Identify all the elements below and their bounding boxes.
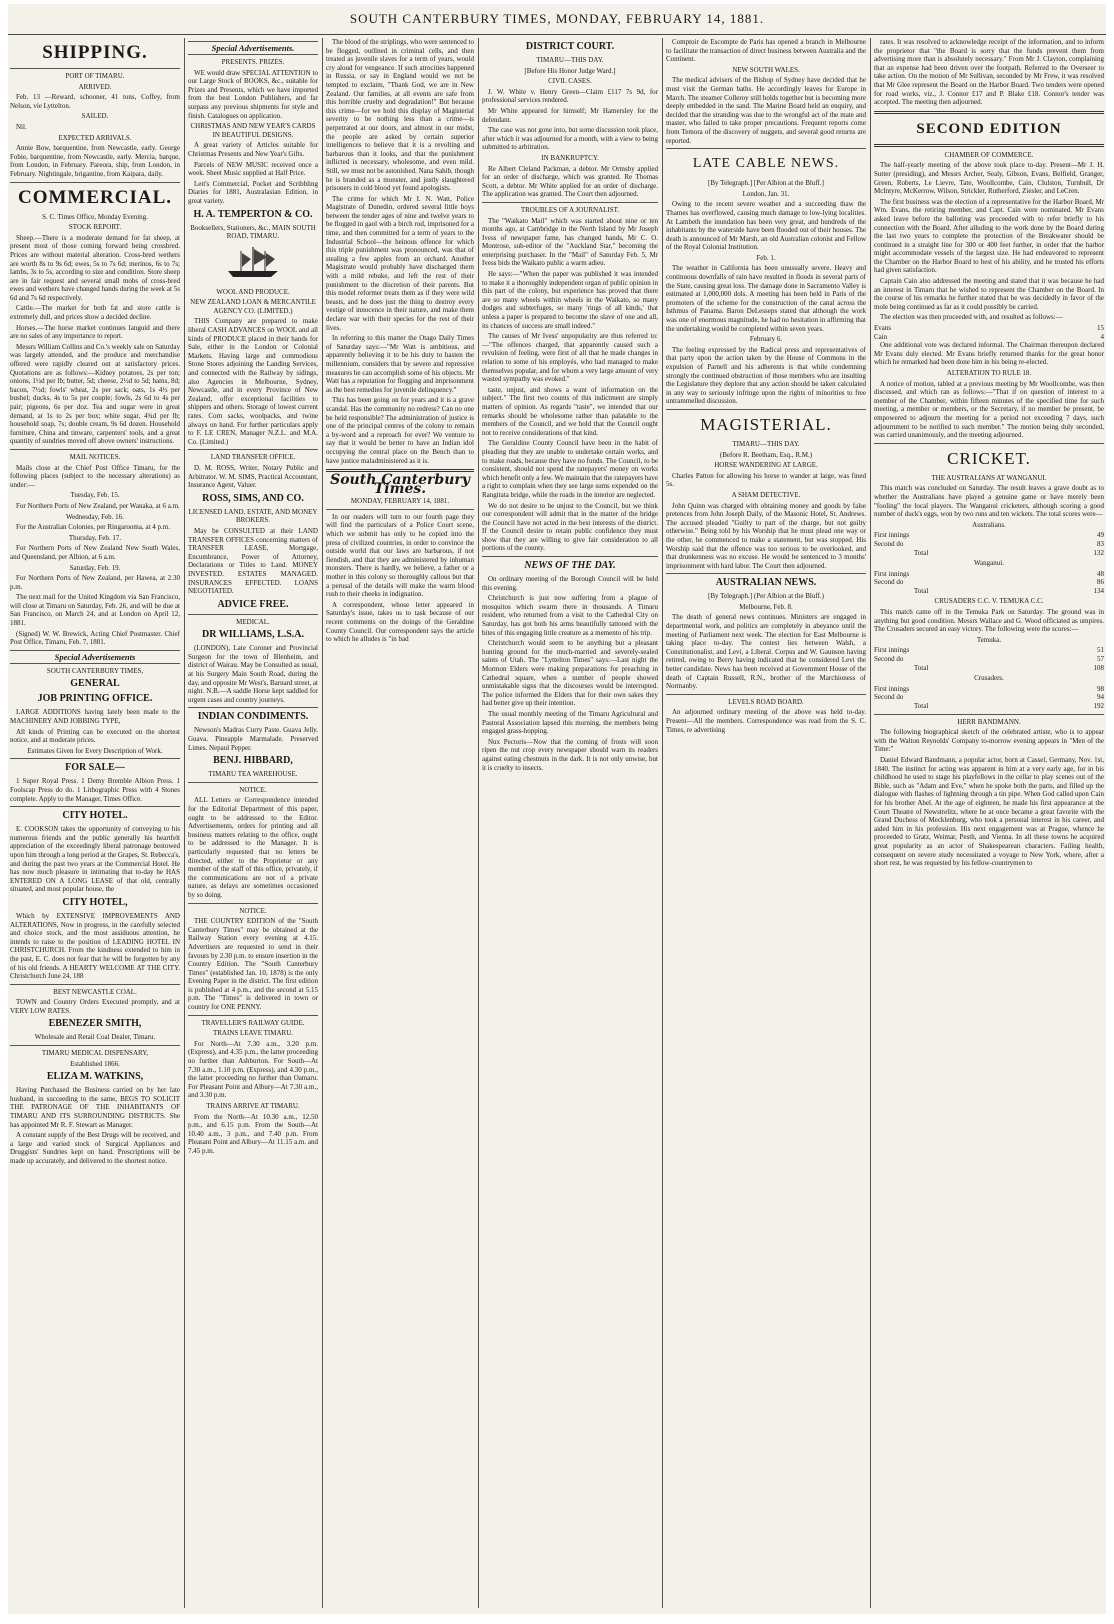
australian-news-heading: AUSTRALIAN NEWS. — [715, 577, 817, 589]
mail-date: Thursday, Feb. 17. — [68, 533, 122, 542]
alteration-heading: ALTERATION TO RULE 18. — [946, 369, 1032, 377]
score-table — [874, 646, 1104, 672]
australian-news-paragraph: The death of general news continues. Ministers are engaged in departmental work, and politics are completely in abeyance until the meeting of Parliament next week. The election for East Melbourne is taking place to-day. The contest lies between Walsh, a Constitutionalist, and Levi, a Liberal. Corpus and W. Gaunson having retired, owing to Berry having indicated that he considered Levi the better candidate. News has been received at Government House of the death of Captain Russell, R.N., brother of the Marchioness of Normanby. — [666, 613, 866, 691]
table-row — [874, 702, 1104, 711]
ship-icon — [223, 245, 283, 279]
commercial-subheading: S. C. Times Office, Monday Evening. — [42, 212, 148, 221]
mail-date: Saturday, Feb. 19. — [69, 563, 121, 572]
article-paragraph: The crime for which Mr I. N. Watt, Police Magistrate of Dunedin, ordered several little boys between the tender ages of nine and twelve years to be flogged in gaol with a birch rod, imprisoned for a time, and then committed for a term of years to the Industrial School—the heinous offence for which this triple punishment was pronounced, was that of stealing a few apples from an orchard. Another Magistrate would probably have discharged them with a mild rebuke, and left the rest of their punishment to the discretion of their parents. But this model reformer treats them as if they were wild beasts, and he does just the thing to destroy every vestige of innocence in their nature, and make them declare war with their species for the rest of their lives. — [326, 194, 474, 332]
table-row — [874, 333, 1104, 342]
railway-heading: TRAVELLER'S RAILWAY GUIDE. — [201, 1018, 305, 1027]
score-label: Total — [914, 663, 929, 672]
firm-sub: Booksellers, Stationers, &c., MAIN SOUTH ROAD, TIMARU. — [190, 223, 316, 241]
column-rule — [184, 38, 185, 1608]
bandmann-heading: HERR BANDMANN. — [957, 717, 1021, 726]
divider — [188, 1015, 318, 1016]
trains-leave-paragraph: For North—At 7.30 a.m., 3.20 p.m. (Express), and 4.35 p.m., the latter proceeding no further than Ashburton. For South—At 7.30 a.m., 1.10 p.m. (Express), and 4.30 p.m., the latter proceeding no further than Oamaru. For Pleasant Point and Albury—At 7.30 a.m., and 3.30 p.m. — [188, 1039, 318, 1100]
presents-paragraph: WE would draw SPECIAL ATTENTION to our Large Stock of BOOKS, &c., suitable for Prizes and Presents, which we have imported from the best London Publishers, and far surpass any previous shipments for style and finish. Catalogues on application. — [188, 68, 318, 120]
stock-paragraph: Messrs William Collins and Co.'s weekly sale on Saturday was largely attended, and the produce and merchandise offered were rapidly cleared out at satisfactory prices. Quotations are as follows:—Kidney potatoes, 2s per ton; onions, 1½d per lb; butter, 5d; cheese, 2½d to 5d; hams, 8d; bacon, 7½d; fowls' wheat, 2s per sack; oats, 1s 4½ per bushel; ducks, 4s to 5s per couple; fowls, 2s 6d to 4s per pair; pigeons, 6s per doz. Tea and sugar were in great demand, at 1s to 2s per box; white sugar, 4¾d per lb; household soap, 7s; double cream, 9s 6d dozen. Household furniture, China and tinware, carpenters' tools, and a great quantity of sundries moved off above owners' instructions. — [10, 342, 180, 446]
divider — [666, 409, 866, 410]
table-row — [874, 646, 1104, 655]
chamber-paragraph: The half-yearly meeting of the above took place to-day. Present—Mr J. H. Sutter (presiding), and Messrs Archer, Sealy, Gibson, Evans, Belfield, Granger, Green, Roberts, Le Lievre, Tate, Woollcombe, Cain, Clulston, Turnbull, Dr McIntyre, McKerrow, Wilson, Strickler, Rutherford, Ziesler, and LeCren. — [874, 161, 1104, 196]
team-label: Wanganui. — [974, 559, 1004, 568]
land-names: D. M. ROSS, Writer, Notary Public and Arbitrator. W. M. SIMS, Practical Accountant, Insurance Agent, Valuer. — [188, 463, 318, 490]
magisterial-heading: MAGISTERIAL. — [700, 414, 832, 434]
score-label: Second do — [874, 539, 904, 548]
mail-paragraph: Mails close at the Chief Post Office Timaru, for the following places (subject to the necessary alterations) as under:— — [10, 463, 180, 489]
magisterial-paragraph: Charles Patton for allowing his horse to wander at large, was fined 5s. — [666, 471, 866, 489]
divider — [666, 694, 866, 695]
candidate-votes: 15 — [1097, 324, 1104, 333]
divider — [326, 509, 474, 510]
trains-leave-heading: TRAINS LEAVE TIMARU. — [212, 1029, 294, 1038]
alteration-paragraph: A notice of motion, tabled at a previous meeting by Mr Woollcombe, was then discussed, and which ran as follows:—"That if on question of interest to a member of the Chamber, within fifteen minutes of the specified time for such meeting, a member or members, or the Secretary, if no member be present, be empowered to adjourn the meeting for a period not exceeding 7 days, such adjournment to be notified to each member." The motion being duly seconded, was carried unanimously, and the meeting adjourned. — [874, 379, 1104, 440]
dispensary-established: Established 1866. — [70, 1059, 120, 1068]
paper-title: South Canterbury Times. — [330, 472, 470, 497]
divider — [874, 443, 1104, 444]
nz-loan-paragraph: THIS Company are prepared to make liberal CASH ADVANCES on WOOL and all kinds of PRODUCE placed in their hands for Sale, either in the London or Colonial Markets. Having large and commodious Stone Stores adjoining the Landing Services, and connected with the Railway by sidings, also Agencies in Melbourne, Sydney, Newcastle, and in every Province of New Zealand, offer exceptional facilities to shippers and others. Storage of lowest current rates. Corn sacks, woolpacks, and twine always on hand. For further particulars apply to F. LE CREN, Manager N.Z.L. and M.A. Co. (Limited.) — [188, 317, 318, 446]
column-4 — [482, 38, 658, 1608]
article-paragraph: The blood of the striplings, who were sentenced to be flogged, outlined in criminal cells, and then treated as juvenile slaves for a term of years, would cry aloud for vengeance. If such atrocities happened in Russia, or say in England would we not be tempted to exclaim, "Thank God, we are in New Zealand. Our families, at all events are safe from this horrible cruelty and degradation!" But because this crime—for we hold this display of Magisterial severity to be nothing less than a crime—is perpetrated at our doors, and almost in our midst, the people are asked by certain superior intelligences to believe that it is a revolting and barbarous than it looks, and that the punishment inflicted is necessary, wholesome, and even mild. Still, we must not be astonished. Nana Sahib, though he is branded as a monster, and justly slaughtered prisoners in cold blood yet found apologists. — [326, 38, 474, 193]
table-row — [874, 655, 1104, 664]
column-rule — [662, 38, 663, 1608]
printing-office: JOB PRINTING OFFICE. — [37, 693, 153, 705]
chamber-paragraph: One additional vote was declared informal. The Chairman thereupon declared Mr Evans duly elected. Mr Evans briefly returned thanks for the great honor which he remarked had been done him in his being re-elected. — [874, 341, 1104, 367]
table-row — [874, 685, 1104, 694]
medical-paragraph: (LONDON), Late Coroner and Provincial Surgeon for the town of Blenheim, and district of Wairau. May be Consulted as usual, at his Surgery Main South Road, during the day, and opposite Mr West's, Barnard street, at night. N.B.—A saddle Horse kept saddled for urgent cases and country journeys. — [188, 644, 318, 704]
divider — [666, 148, 866, 149]
divider — [188, 782, 318, 783]
score-value: 83 — [1097, 539, 1104, 548]
divider — [874, 144, 1104, 147]
for-sale-heading: FOR SALE— — [65, 762, 125, 774]
shipping-heading: SHIPPING. — [42, 42, 148, 63]
hotel-paragraph: Which by EXTENSIVE IMPROVEMENTS AND ALTERATIONS, Now in progress, in the carefully selected and choice stock, and the most assiduous attention, he intends to raise to the position of LEADING HOTEL IN CHRISTCHURCH. From the kindness extended to him in the past, E. C. does not fear that he will be forgotten by any of his old friends. A HEARTY WELCOME AT THE CITY. Christchurch June 24, 188 — [10, 911, 180, 981]
candidate-votes: 4 — [1100, 332, 1104, 341]
late-cable-date: London, Jan. 31. — [742, 189, 790, 198]
divider — [10, 984, 180, 985]
divider — [188, 614, 318, 615]
bandmann-paragraph: The following biographical sketch of the celebrated artiste, who is to appear with the Walton Reynolds' Company to-morrow evening appears in "Men of the Time:" — [874, 728, 1104, 754]
ship-illustration — [188, 245, 318, 284]
medical-heading: MEDICAL. — [236, 617, 270, 626]
score-table — [874, 531, 1104, 557]
column-6 — [874, 38, 1104, 1608]
magisterial-paragraph: John Quinn was charged with obtaining money and goods by false pretences from John Joseph Daily, of the Masonic Hotel, St. Andrews. The accused pleaded "Guilty to part of the charge, but not guilty otherwise." Being told by his Worship that he must plead one way or the other, he commenced to make a statement, but was stopped. His Worship said that the offence was too serious to be overlooked, and that drunkenness was no excuse. He would be sentenced to 3 months' imprisonment with hard labor. The Court then adjourned. — [666, 501, 866, 570]
column-3 — [326, 38, 474, 1608]
stock-paragraph: Sheep.—There is a moderate demand for fat sheep, at present most of those coming forward being crossbred. Prices are without material alteration. Cross-bred wethers are worth 8s to 9s 6d; ewes, 5s to 7s 6d; merinos, 6s to 7s; lambs, 3s to 5s, according to size and condition. Store sheep are in fair request and several small mobs of cross-bred ewes and wethers have changed hands during the week at 5s 6d and 7s 6d respectively. — [10, 233, 180, 302]
court-paragraph: Re Albert Cleland Packman, a debtor. Mr Ormsby applied for an order of discharge, which was granted. Re Thomas Scott, a debtor. Mr White applied for an order of discharge. The application was granted. The Court then adjourned. — [482, 164, 658, 199]
mail-paragraph: For Northern Ports of New Zealand, per Wanaka, at 6 a.m. — [16, 501, 180, 510]
magisterial-case-heading: HORSE WANDERING AT LARGE. — [714, 461, 818, 470]
firm-name: H. A. TEMPERTON & CO. — [193, 208, 313, 220]
wool-heading: WOOL AND PRODUCE. — [216, 287, 290, 296]
notice-paragraph: ALL Letters or Correspondence intended for the Editorial Department of this paper, ought to be addressed to the Editor. Advertisements, orders for printing and all business matters relating to the office, ought to be addressed to the Manager. It is particularly requested that no letters be directed, either to the Proprietor or any member of the staff of this office, privately, if the communications are not of a private nature, as delays are sometimes occasioned by so doing. — [188, 796, 318, 899]
late-cable-paragraph: Owing to the recent severe weather and a succeeding thaw the Thames has overflowed, causing much damage to low-lying localities. At Lambeth the inundation has been very great, and hundreds of the inhabitants by the waterside have been flooded out of their houses. The death is announced of Mr Marsh, an old Australian colonist and Fellow of the Royal Colonial Institution. — [666, 200, 866, 252]
notice-paragraph: THE COUNTRY EDITION of the "South Canterbury Times" may be obtained at the Railway Station every evening at 4.15. Advertisers are requested to send in their favours by 2.30 p.m. to ensure insertion in the Country Edition. The "South Canterbury Times" (established Jan. 10, 1878) is the only Evening Paper in the district. The first edition is published at 4 p.m., and the second at 5.15 p.m. The "Times" is delivered in town or country for ONE PENNY. — [188, 917, 318, 1012]
sailed-text: Nil. — [16, 122, 27, 131]
late-cable-paragraph: The feeling expressed by the Radical press and representatives of that party upon the action taken by the House of Commons in the expulsion of Parnell and his adherents is that while condemning strongly the continued obstruction of those members who are insulting the Legislature they deplore that any action should be taken calculated in any way to seriously infringe upon the rights of minorities to free untrammelled discussion. — [666, 345, 866, 406]
team-label: Crusaders. — [974, 674, 1004, 683]
court-judge: [Before His Honor Judge Ward.] — [524, 66, 616, 75]
divider — [874, 111, 1104, 114]
australian-news-date: Melbourne, Feb. 8. — [739, 602, 793, 611]
score-value: 57 — [1097, 655, 1104, 664]
score-value: 134 — [1093, 586, 1104, 595]
coal-name: EBENEZER SMITH, — [48, 1018, 142, 1030]
masthead-title: SOUTH CANTERBURY TIMES, MONDAY, FEBRUARY 14, 1881. — [349, 11, 765, 26]
score-value: 86 — [1097, 578, 1104, 587]
divider — [10, 806, 180, 807]
news-paragraph: Christchurch would seem to be anything but a pleasant hunting ground for the much-married and severely-sealed saints of Utah. The "Lyttelton Times" says:—Last night the Mormon Elders were making preparations for preaching in Cathedral square, when a number of people showed unmistakable signs that the discourses would be interrupted. The police informed the Elders that for their own sakes they had better give up their intention. — [482, 639, 658, 708]
paper-date: MONDAY, FEBRUARY 14, 1881. — [350, 497, 450, 506]
nz-loan-name: NEW ZEALAND LOAN & MERCANTILE AGENCY CO. (LIMITED.) — [190, 298, 316, 315]
special-ads-heading: Special Advertisements. — [188, 41, 318, 55]
trains-arrive-paragraph: From the North—At 10.30 a.m., 12.50 p.m., and 6.15 p.m. From the South—At 10.40 a.m., 3 p.m., and 7.40 p.m. From Pleasant Point and Albury—At 11.15 a.m. and 7.45 p.m. — [188, 1112, 318, 1155]
divider — [188, 707, 318, 708]
mail-signature: (Signed) W. W. Brewick, Acting Chief Postmaster. Chief Post Office, Timaru, Feb. 7, 1881. — [10, 629, 180, 647]
table-row — [874, 693, 1104, 702]
chamber-paragraph: The election was then proceeded with, and resulted as follows:— — [880, 313, 1063, 322]
court-bankruptcy: IN BANKRUPTCY. — [541, 153, 599, 162]
mail-date: Wednesday, Feb. 16. — [66, 512, 124, 521]
divider — [666, 573, 866, 574]
divider — [482, 202, 658, 203]
music-paragraph: Parcels of NEW MUSIC received once a week. Sheet Music supplied at Half Price. — [188, 160, 318, 178]
cricket-sub: THE AUSTRALIANS AT WANGANUI. — [931, 473, 1047, 482]
magisterial-case-heading: A SHAM DETECTIVE. — [731, 490, 801, 499]
variety-paragraph: A great variety of Articles suitable for Christmas Presents and New Year's Gifts. — [188, 141, 318, 158]
printing-general: GENERAL — [70, 678, 120, 690]
cricket-heading: CRICKET. — [947, 448, 1031, 468]
court-heading: DISTRICT COURT. — [525, 41, 615, 52]
expected-text: Annie Bow, barquentine, from Newcastle, early. George Fobie, barquentine, from Newcastle, early. Mercia, barque, from London, in February. Pareora, ship, from London, in February. Nightingale, brigantine, from Kaipara, daily. — [10, 144, 180, 178]
table-row — [874, 549, 1104, 558]
levels-paragraph: An adjourned ordinary meeting of the above was held to-day. Present—All the members. Correspondence was read from the S. C. Times, re advertising — [666, 708, 866, 734]
court-paragraph: J. W. White v. Henry Green—Claim £117 7s 9d, for professional services rendered. — [482, 87, 658, 105]
divider — [482, 556, 658, 557]
stock-paragraph: Cattle.—The market for both fat and store cattle is extremely dull, and prices show a decided decline. — [10, 304, 180, 322]
printing-paragraph: LARGE ADDITIONS having lately been made to the MACHINERY AND JOBBING TYPE, — [10, 708, 180, 726]
xmas-cards: CHRISTMAS AND NEW YEAR'S CARDS IN BEAUTIFUL DESIGNS. — [190, 122, 316, 139]
score-label: First innings — [874, 569, 910, 578]
coal-text: TOWN and Country Orders Executed promptly, and at VERY LOW RATES. — [10, 998, 180, 1015]
column-5 — [666, 38, 866, 1608]
court-civil: CIVIL CASES. — [548, 77, 592, 86]
candidate-name: Cain — [874, 332, 888, 341]
article-paragraph: Comptoir de Escompte de Paris has opened a branch in Melbourne to facilitate the transaction of direct business between Australia and the Continent. — [666, 38, 866, 64]
score-label: First innings — [874, 531, 910, 540]
score-value: 108 — [1093, 663, 1104, 672]
page-masthead — [8, 4, 1106, 35]
news-heading: NEWS OF THE DAY. — [524, 560, 616, 572]
divider — [188, 903, 318, 904]
mail-date: Tuesday, Feb. 15. — [70, 491, 120, 500]
team-label: Temuka. — [976, 635, 1002, 644]
second-edition-heading: SECOND EDITION — [916, 120, 1062, 137]
article-paragraph: The Geraldine County Council have been in the habit of pleading that they are unable to undertake certain works, and to make roads, because they have no funds. The Council, to be consistent, should not spend the ratepayers' money on works which benefit only a few. We maintain that the ratepayers have a right to complain when they see large sums expended on the Rangitata bridge, while the roads in the interior are neglected. — [482, 439, 658, 499]
article-paragraph: We do not desire to be unjust to the Council, but we think our correspondent will admit that in the matter of the bridge the Council have not acted in the best interests of the district. If the Council desire to retain public confidence they must show that they are willing to give fair consideration to all portions of the county. — [482, 501, 658, 553]
printing-estimates: Estimates Given for Every Description of Work. — [27, 746, 163, 755]
cricket-paragraph: This match was concluded on Saturday. The result leaves a grave doubt as to whether the Australians have played a genuine game or have merely been "fooling" the local players. The Wanganui cricketers, although scoring a good number of duck's eggs, won by two runs and ten wickets. The total scores were— — [874, 484, 1104, 519]
mail-paragraph: For Northern Ports of New Zealand New South Wales, and Queensland, per Albion, at 6 a.m. — [10, 544, 180, 561]
table-row — [874, 540, 1104, 549]
late-cable-paragraph: The weather in California has been unusually severe. Heavy and continuous downfalls of rain have resulted in floods in several parts of the State, causing great loss. The damage done in Sacramento Valley is estimated at 1,000,000 dols. A meeting has been held in Paris of the promoters of the scheme for the construction of the canal across the Isthmus of Panama. Baron DeLesseps stated that although the work was one of enormous magnitude, he had no hesitation in affirming that the undertaking would be completed within seven years. — [666, 264, 866, 333]
special-ads-heading: Special Advertisements — [10, 650, 180, 664]
dispensary-paragraph: A constant supply of the Best Drugs will be received, and a large and varied stock of Surgical Appliances and Druggists' Sundries kept on hand. Prescriptions will be made up accurately, and delivered to the shortest notice. — [10, 1131, 180, 1165]
arrived-text: Feb. 13 —Reward, schooner, 41 tons, Coffey, from Nelson, vie Lyttelton. — [10, 93, 180, 110]
troubles-heading: TROUBLES OF A JOURNALIST. — [520, 205, 620, 214]
nsw-paragraph: The medical advisers of the Bishop of Sydney have decided that he must visit the German baths. He accordingly leaves for Europe in March. The steamer Colleroy still holds together but is becoming more deeply embedded in the sand. The Marine Board held an enquiry, and decided that the stranding was due to the wrongful act of the mate and master, who failed to take proper precautions. Frequent reports come from Temora of the discovery of nuggets, and several good returns are reported. — [666, 76, 866, 145]
expected-label: EXPECTED ARRIVALS. — [58, 133, 132, 142]
land-transfer-heading: LAND TRANSFER OFFICE. — [210, 453, 296, 462]
table-row — [874, 531, 1104, 540]
column-rule — [478, 38, 479, 1608]
news-paragraph: On ordinary meeting of the Borough Council will be held this evening. — [482, 575, 658, 592]
court-paragraph: The case was not gone into, but some discussion took place, after which it was adjourned for a month, with a view to being submitted to arbitration. — [482, 126, 658, 152]
column-1 — [10, 38, 180, 1608]
news-paragraph: The usual monthly meeting of the Timaru Agricultural and Pastoral Association lapsed this morning, the members being engaged grass-hopping. — [482, 709, 658, 736]
news-paragraph: Nux Pectoris—Now that the coming of frosts will soon ripen the nut crop every newspaper should warn its readers against eating chestnuts in the dark. It is not only unwise, but it is cruelty to insects. — [482, 737, 658, 772]
chamber-heading: CHAMBER OF COMMERCE. — [944, 150, 1034, 159]
magisterial-sub: TIMARU—THIS DAY. — [732, 439, 800, 448]
printing-paragraph: All kinds of Printing can be executed on the shortest notice, and at moderate prices. — [10, 727, 180, 745]
score-label: Second do — [874, 655, 904, 664]
score-table — [874, 570, 1104, 596]
notice-heading: NOTICE. — [239, 906, 267, 915]
team-label: Australians. — [972, 520, 1006, 529]
coal-sub: Wholesale and Retail Coal Dealer, Timaru. — [34, 1033, 156, 1042]
troubles-paragraph: He says:—"When the paper was published it was intended to make it a thoroughly independent organ of public opinion in this part of the colony, but experience has proved that there are so many wheels within wheels in the Waikato, so many dodges and subterfuges, so many 'rings of all kinds,' that unless a paper is prepared to become the slave of one and all, its chances of success are small indeed." — [482, 270, 658, 330]
editorial-paragraph: In our readers will turn to our fourth page they will find the particulars of a Police Court scene, which we submit has only to be copied into the press of civilized countries, in order to convince the outside world that our laws are barbarous, if not fiendish, and that they are administered by inhuman monsters. There is hardly, we believe, a father or a mother in this colony so thoroughly callous but that a perusal of the details will make the warm blood rush to their cheeks in indignation. — [326, 512, 474, 599]
divider — [874, 714, 1104, 715]
score-label: Total — [914, 702, 929, 710]
column-2 — [188, 38, 318, 1608]
late-cable-heading: LATE CABLE NEWS. — [692, 156, 840, 172]
score-value: 49 — [1097, 531, 1104, 540]
score-table — [874, 685, 1104, 711]
magisterial-judge: (Before R. Beetham, Esq., R.M.) — [719, 450, 813, 459]
commercial-heading: COMMERCIAL. — [17, 186, 173, 208]
article-paragraph: In referring to this matter the Otago Daily Times of Saturday says:—"Mr Watt is ambitious, and apparently believing it to be his duty to hasten the millennium, considers that by severe and repressive measures he can accomplish some of his objects. Mr Watt has a reputation for flogging and imprisonment as the best remedies for juvenile delinquency." — [326, 334, 474, 394]
score-label: Total — [914, 586, 929, 595]
score-value: 94 — [1097, 693, 1104, 702]
mail-paragraph: For the Australian Colonies, per Ringarooma, at 4 p.m. — [16, 523, 170, 532]
dispensary-heading: TIMARU MEDICAL DISPENSARY, — [41, 1049, 149, 1058]
presents-heading: PRESENTS. PRIZES. — [221, 58, 285, 66]
land-paragraph: May be CONSULTED at their LAND TRANSFER OFFICES concerning matters of TRANSFER LEASE, Mortgage, Encumbrance, Power of Attorney, Declarations or Titles to Land. MONEY INVESTED. ESTATES MANAGED. INSURANCES EFFECTED. LOANS NEGOTIATED. — [188, 526, 318, 596]
land-firm: ROSS, SIMS, AND CO. — [202, 492, 304, 504]
table-row — [874, 578, 1104, 587]
divider — [188, 449, 318, 450]
condiments-heading: INDIAN CONDIMENTS. — [197, 711, 309, 723]
late-cable-date: Feb. 1. — [756, 253, 776, 262]
levels-heading: LEVELS ROAD BOARD. — [728, 697, 804, 706]
bandmann-paragraph: Daniel Edward Bandmann, a popular actor, born at Cassel, Germany, Nov. 1st, 1840. The instinct for acting was apparent in him at a very early age, for in his childhood he used to stage his playfellows in the cellar to play scenes out of the Bible, such as "Adam and Eve," when he spoke both the parts, and filled up the dialogue with flashes of lightning through a tin pipe. When God called upon Cain for his brother Abel. At the age of eighteen, he made his first appearance at the Court Theatre of Newstrelitz, where he at once became a great favorite with the Grand Duchess of Mecklenburg, who took a personal interest in his career, and aided him in his profession. His next engagement was at Prague, whence he proceeded to Gratz, Weimar, Pesth, and Vienna. In all these towns he acquired great popularity as an actor of Shakespearean characters. Failing health, consequent on severe study necessitated a voyage to New York, where, after a short rest, he was requested by his fellow-countrymen to — [874, 755, 1104, 868]
arrived-label: ARRIVED. — [78, 82, 112, 91]
table-row — [874, 570, 1104, 579]
late-cable-date: February 6. — [749, 335, 783, 344]
score-label: Total — [914, 548, 929, 557]
land-firm-sub: LICENSED LAND, ESTATE, AND MONEY BROKERS. — [188, 507, 318, 525]
mail-paragraph: The next mail for the United Kingdom via San Francisco, will close at Timaru on Saturday, Feb. 26, and will be due at San Francisco, on March 24, and at London on April 12, 1881. — [10, 593, 180, 628]
australian-news-sub: [By Telegraph.] (Per Albion at the Bluff.) — [708, 592, 824, 601]
divider — [10, 1045, 180, 1046]
court-paragraph: Mr White appeared for himself; Mr Hamersley for the defendant. — [482, 106, 658, 124]
for-sale-text: 1 Super Royal Press. 1 Demy Bremble Albion Press. 1 Foolscap Press do do. 1 Lithographic Press with 4 Stones complete. Apply to the Manager, Times Office. — [10, 777, 180, 803]
column-rule — [870, 38, 871, 1608]
election-results — [874, 324, 1104, 341]
dispensary-name: ELIZA M. WATKINS, — [46, 1071, 144, 1083]
table-row — [874, 324, 1104, 333]
score-value: 132 — [1093, 548, 1104, 557]
troubles-paragraph: The "Waikato Mail" which was started about nine or ten months ago, at Cambridge in the North Island by Mr Joseph Ivess of newspaper fame, has changed hands, Mr C. O. Montrose, sub-editor of the "Auckland Star," becoming the enterprising purchaser. In the "Mail" of Saturday Feb. 5, Mr Ivess bids the Waikato public a warm adieu. — [482, 216, 658, 268]
column-rule — [322, 38, 323, 1608]
condiments-sub: TIMARU TEA WAREHOUSE. — [208, 770, 298, 779]
article-paragraph: taste, unjust, and shows a want of information on the subject." The first two counts of this indictment are simply matters of opinion. As regards "taste", we intended that our remarks should be wholesome rather than palatable to the members of the Council, and we hold that the Council ought not to receive considerations of that kind. — [482, 385, 658, 437]
printing-title: SOUTH CANTERBURY TIMES, — [46, 666, 144, 675]
stock-report-heading: STOCK REPORT. — [68, 223, 122, 232]
medical-name: DR WILLIAMS, L.S.A. — [201, 629, 305, 641]
hotel-paragraph: E. COOKSON takes the opportunity of conveying to his numerous friends and the public generally his heartfelt appreciation of the exceedingly liberal patronage bestowed upon him through a long period at the Grapes, St. Rebecca's, and during the past two years at the Commercial Hotel. He has now much pleasure in intimating that to-day he HAS ENTERED ON A LONG LEASE of that old, centrally situated, and most popular house, the — [10, 825, 180, 894]
coal-heading: BEST NEWCASTLE COAL. — [53, 987, 137, 996]
score-label: Second do — [874, 578, 904, 587]
nsw-heading: NEW SOUTH WALES. — [732, 65, 800, 74]
divider — [10, 68, 180, 69]
condiments-list: Newson's Madras Curry Paste. Guava Jelly. Guava. Pineapple Marmalade. Preserved Limes. Nepaul Pepper. — [188, 726, 318, 752]
condiments-name: BENJ. HIBBARD, — [213, 755, 293, 767]
notice-heading: NOTICE. — [239, 785, 267, 794]
candidate-name: Evans — [874, 324, 892, 333]
crusaders-heading: CRUSADERS C.C. V. TEMUKA C.C. — [934, 597, 1044, 606]
score-label: First innings — [874, 646, 910, 655]
divider — [10, 182, 180, 183]
troubles-paragraph: The causes of Mr Ivess' unpopularity are thus referred to:—"The offences charged, that apparently caused such a revulsion of feeling, were first of all that he made changes in relation to some of his employés, who had managed to make themselves popular, and for whom a very large amount of very wasted sympathy was evoked." — [482, 332, 658, 384]
divider — [10, 449, 180, 450]
hotel-name: CITY HOTEL, — [62, 896, 128, 908]
article-paragraph: rates. It was resolved to acknowledge receipt of the information, and to inform the proprietor that "the Board is sorry that the funds prevent them from advertising more than is absolutely necessary." From Mr J. Clayton, complaining that an expense had been driven over the footpath. Referred to the Overseer to take action. On the motion of Mr Sullivan, seconded by Mr Frew, it was resolved that Mr Glee represent the Board on the Harbor Board. Two tenders were opened for road works, viz., J. Connor £17 and P. Blake £18. Connor's tender was accepted. The meeting then adjourned. — [874, 38, 1104, 107]
editorial-paragraph: A correspondent, whose letter appeared in Saturday's issue, takes us to task because of our recent comments on the doings of the Geraldine County Council. Our correspondent says the article to which he alludes is "in bad — [326, 600, 474, 644]
trains-arrive-heading: TRAINS ARRIVE AT TIMARU. — [206, 1102, 300, 1110]
court-sub: TIMARU—THIS DAY. — [536, 56, 604, 64]
divider — [10, 758, 180, 759]
dispensary-paragraph: Having Purchased the Business carried on by her late husband, in succeeding to the same, BEGS TO SOLICIT THE PATRONAGE OF THE INHABITANTS OF TIMARU AND ITS SURROUNDING DISTRICTS. She has appointed Mr R. F. Stewart as Manager. — [10, 1086, 180, 1129]
mail-heading: MAIL NOTICES. — [69, 452, 121, 461]
table-row — [874, 587, 1104, 596]
table-row — [874, 664, 1104, 673]
score-label: Second do — [874, 693, 904, 702]
article-paragraph: This has been going on for years and it is a grave scandal. Has the community no redress? Can no one be held responsible? The administration of justice is one of the principal centres of the colony to remain a by-word and a reproach for ever? We venture to say that it would be better to have an Indian idol occupying the central place on the Bench than to have justice maladministered as it is. — [326, 396, 474, 465]
score-value: 192 — [1093, 702, 1104, 710]
score-value: 48 — [1097, 569, 1104, 578]
crusaders-paragraph: This match came off in the Temuka Park on Saturday. The ground was in anything but good condition. Messrs Wallace and G. Wood officiated as umpires. The Crusaders secured an easy victory. The following were the scores:— — [874, 608, 1104, 634]
stock-paragraph: Horses.—The horse market continues languid and there are no sales of any importance to report. — [10, 323, 180, 341]
score-value: 98 — [1097, 684, 1104, 693]
hotel-heading: CITY HOTEL. — [62, 810, 128, 822]
mail-paragraph: For Northern Ports of New Zealand, per Hawea, at 2.30 p.m. — [10, 574, 180, 591]
newspaper-page — [8, 4, 1106, 1614]
chamber-paragraph: Captain Cain also addressed the meeting and stated that it was because he had an interest in Timaru that he wished to represent the Chamber on the Board. In the course of his remarks he further stated that he was decidedly in favor of the mole being continued as far as it could possibly be carried. — [874, 277, 1104, 311]
score-label: First innings — [874, 684, 910, 693]
diaries-paragraph: Lett's Commercial, Pocket and Scribbling Diaries for 1881, Australasian Edition, in great variety. — [188, 179, 318, 205]
chamber-paragraph: The first business was the election of a representative for the Harbor Board, Mr Wm. Evans, the retiring member, and Capt. Cain were nominated. Mr Evans asked leave before the balloting was proceeded with to refer briefly to his connection with the Board. After alluding to the work done by the Board during the last two years to complete the protection of the Breakwater should be continued in a straight line for 300 or 400 feet further, in order that the harbor might accommodate vessels of the largest size. He had endeavored to represent the Chamber on the Harbor Board to best of his ability, and he trusted his efforts had given satisfaction. — [874, 197, 1104, 275]
late-cable-sub: [By Telegraph.] [Per Albion at the Bluff.] — [708, 179, 824, 188]
score-value: 51 — [1097, 646, 1104, 655]
advice-free: ADVICE FREE. — [217, 598, 289, 610]
news-paragraph: Christchurch is just now suffering from a plague of mosquitos which swarm there in thousands. A Timaru resident, who returned from a visit to the Cathedral City on Saturday, has got both his arms beautifully tattooed with the bites of this engaging little creature as a memento of his trip. — [482, 594, 658, 637]
port-heading: PORT OF TIMARU. — [65, 72, 125, 80]
sailed-label: SAILED. — [81, 112, 109, 121]
